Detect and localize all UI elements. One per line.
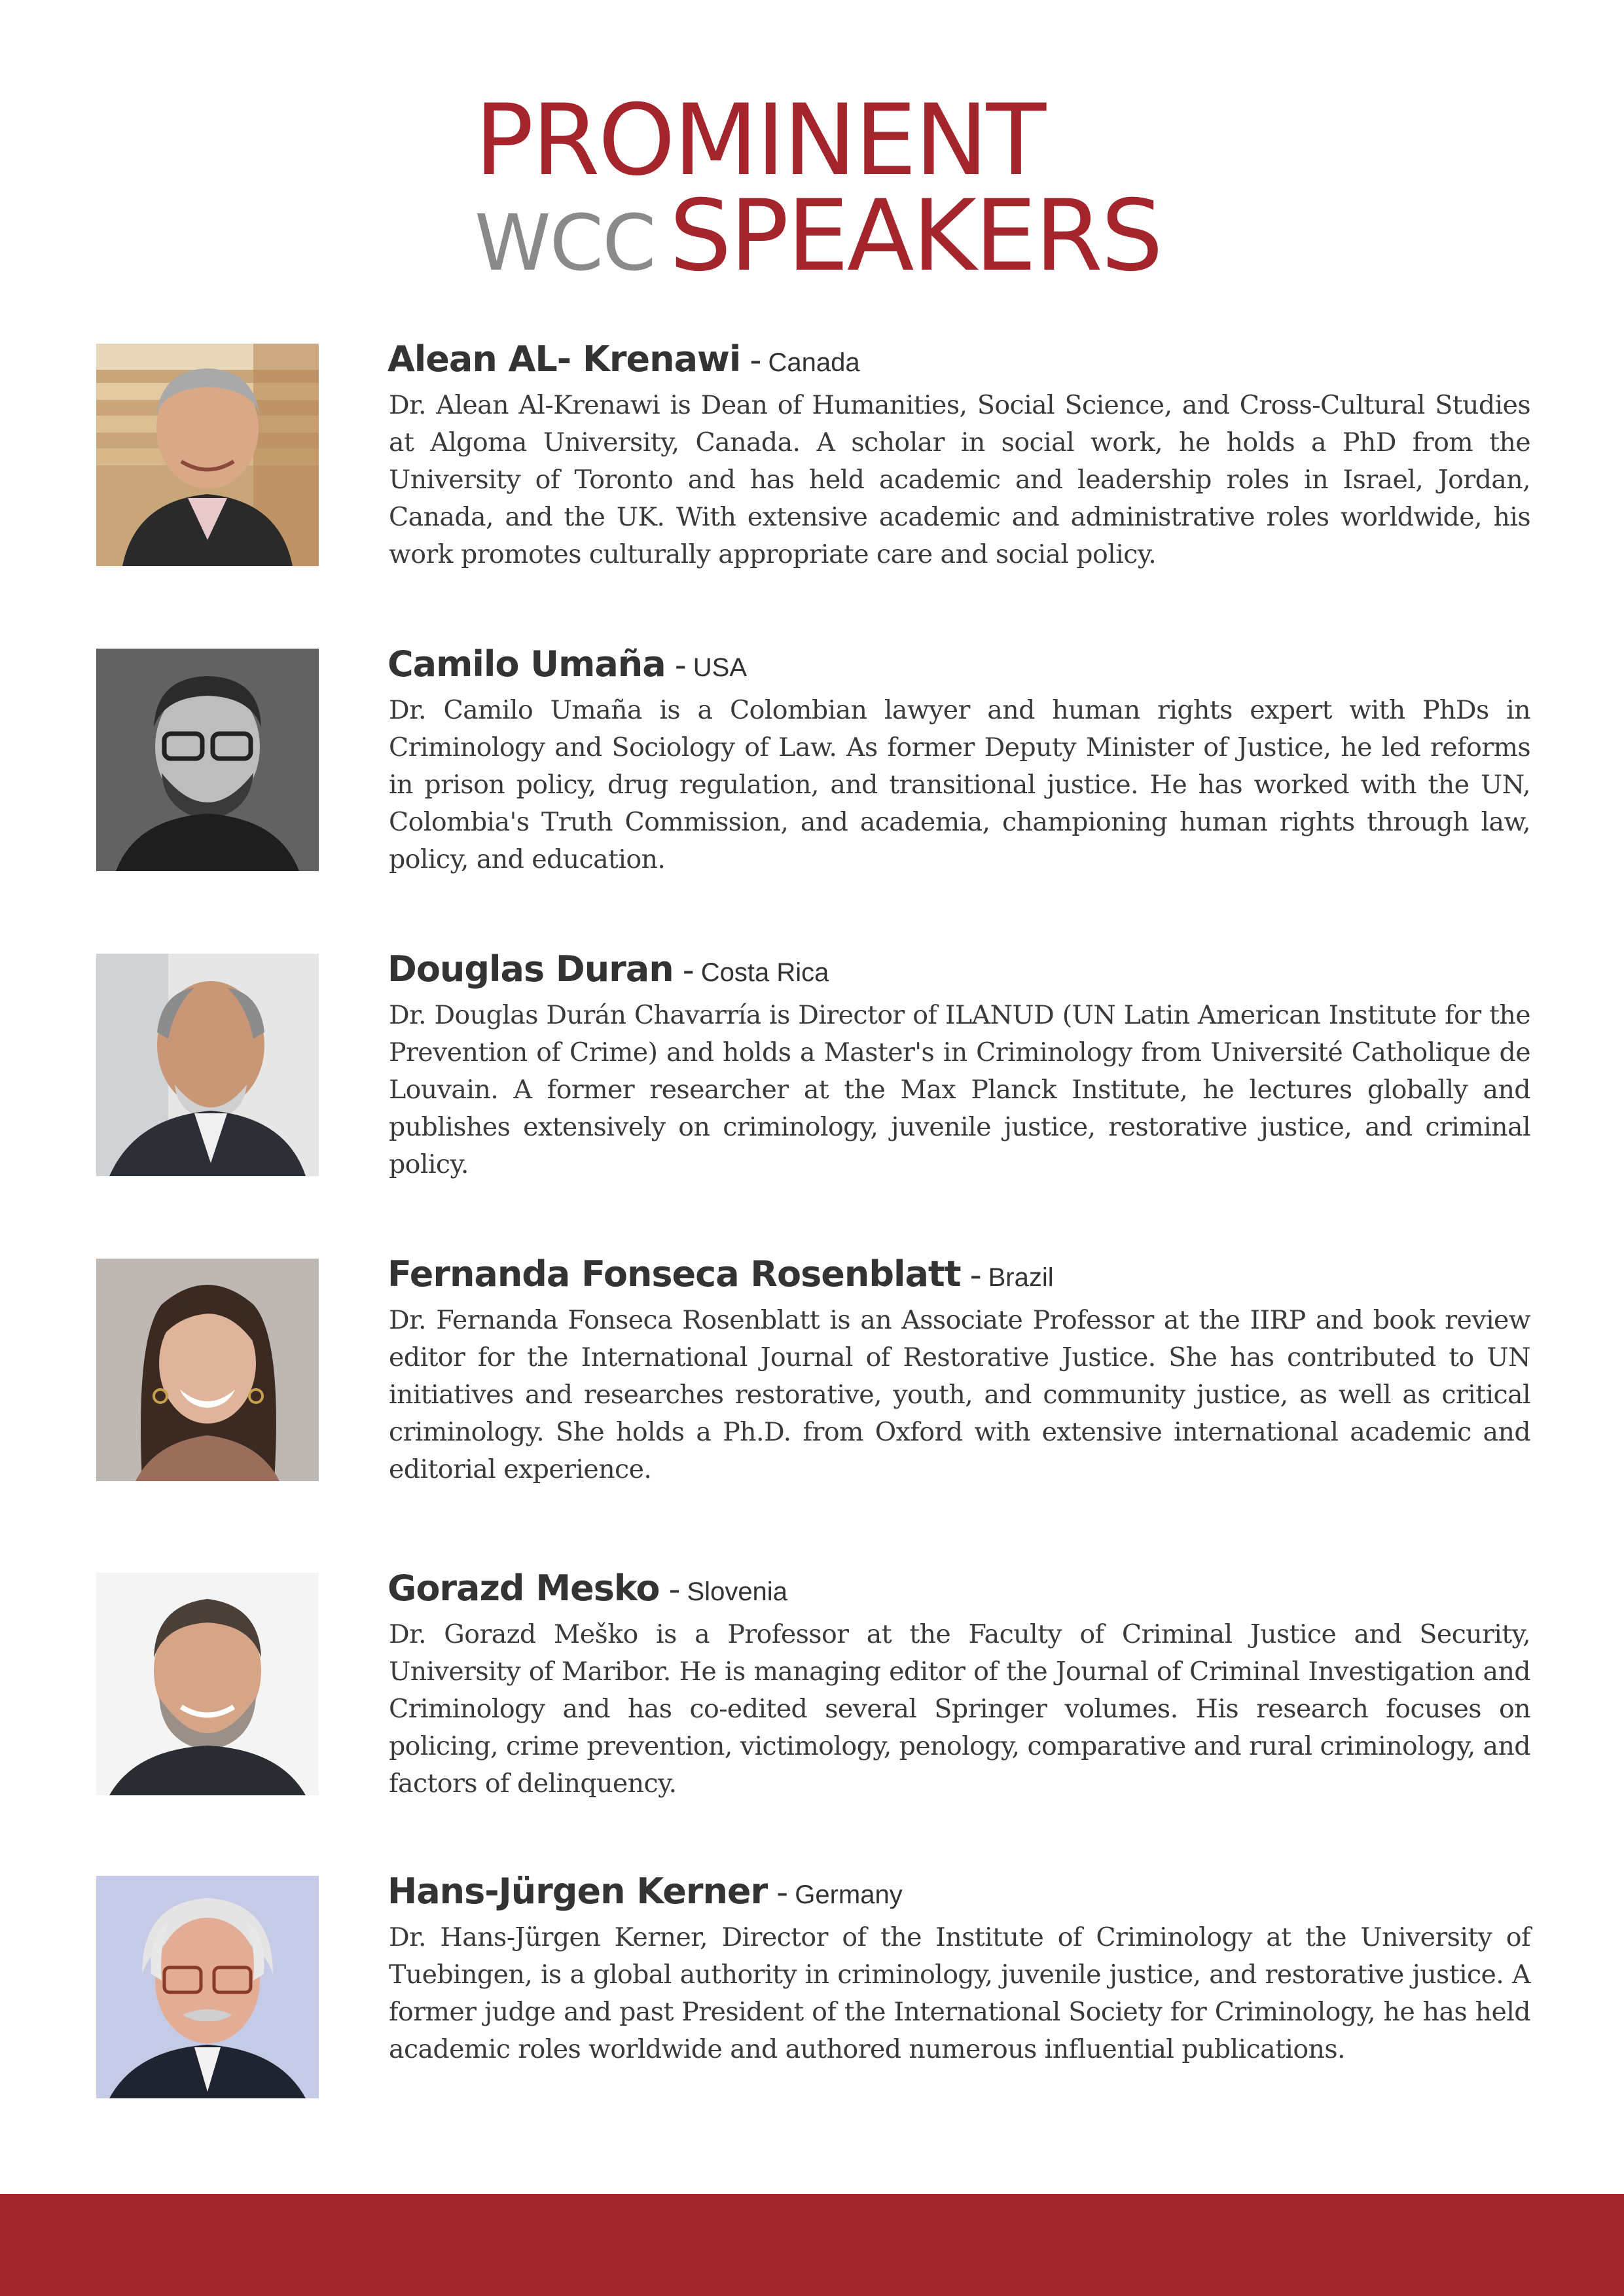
title-line2	[475, 179, 1260, 315]
speaker-bio: Dr. Fernanda Fonseca Rosenblatt is an Associate Professor at the IIRP and book review editor for the International Journal of Restorative Justice. She has contributed to UN initiatives and researches restorative, youth, and community justice, as well as critical criminology. She holds a Ph.D. from Oxford with extensive international academic and editorial experience.	[389, 1305, 1530, 1484]
speaker-name-line-6	[388, 1871, 1533, 1912]
speaker-photo-3	[96, 954, 319, 1176]
speaker-name-line-2	[388, 643, 1533, 685]
speaker-country: Canada	[768, 348, 860, 377]
portrait-icon	[96, 344, 319, 566]
speaker-card-3	[0, 948, 1624, 1189]
speaker-card-1	[0, 338, 1624, 579]
speaker-name: Fernanda Fonseca Rosenblatt	[388, 1253, 961, 1295]
name-separator: -	[674, 646, 687, 684]
name-separator: -	[749, 341, 762, 379]
speaker-photo-4	[96, 1259, 319, 1481]
speaker-photo-6	[96, 1876, 319, 2098]
speaker-bio: Dr. Alean Al-Krenawi is Dean of Humanities, Social Science, and Cross-Cultural Studies at Algoma University, Canada. A scholar in social work, he holds a PhD from the University of Toronto and has held academic and leadership roles in Israel, Jordan, Canada, and the UK. With extensive academic and administrative roles worldwide, his work promotes culturally appropriate care and social policy.	[389, 390, 1530, 569]
speaker-name-line-5	[388, 1568, 1533, 1609]
portrait-icon	[96, 1259, 319, 1481]
footer-bar	[0, 2194, 1624, 2296]
speaker-name: Hans-Jürgen Kerner	[388, 1871, 768, 1912]
title-wcc: WCC	[475, 198, 655, 288]
speaker-bio: Dr. Hans-Jürgen Kerner, Director of the Institute of Criminology at the University of Tuebingen, is a global authority in criminology, juvenile justice, and restorative justice. A former judge and past President of the International Society for Criminology, he has held academic roles worldwide and authored numerous influential publications.	[389, 1922, 1530, 2064]
speaker-name: Douglas Duran	[388, 948, 674, 990]
page-title	[475, 84, 1260, 315]
speaker-card-4	[0, 1253, 1624, 1494]
speaker-country: USA	[693, 653, 747, 682]
title-prominent: PROMINENT	[475, 84, 1045, 198]
portrait-icon	[96, 1573, 319, 1795]
speaker-country: Costa Rica	[700, 958, 829, 987]
name-separator: -	[776, 1873, 789, 1911]
portrait-icon	[96, 649, 319, 871]
portrait-icon	[96, 954, 319, 1176]
speaker-name-line-4	[388, 1253, 1533, 1295]
portrait-icon	[96, 1876, 319, 2098]
speaker-photo-2	[96, 649, 319, 871]
speaker-name-line-3	[388, 948, 1533, 990]
name-separator: -	[969, 1256, 982, 1294]
speaker-photo-1	[96, 344, 319, 566]
speaker-photo-5	[96, 1573, 319, 1795]
speaker-name-line-1	[388, 338, 1533, 380]
speaker-country: Brazil	[988, 1263, 1054, 1292]
speaker-bio: Dr. Gorazd Meško is a Professor at the Faculty of Criminal Justice and Security, University of Maribor. He is managing editor of the Journal of Criminal Investigation and Criminology and has co-edited several Springer volumes. His research focuses on policing, crime prevention, victimology, penology, comparative and rural criminology, and factors of delinquency.	[389, 1619, 1530, 1799]
speaker-bio: Dr. Douglas Durán Chavarría is Director of ILANUD (UN Latin American Institute for the Prevention of Crime) and holds a Master's in Criminology from Université Catholique de Louvain. A former researcher at the Max Planck Institute, he lectures globally and publishes extensively on criminology, juvenile justice, restorative justice, and criminal policy.	[389, 1000, 1530, 1179]
speaker-name: Gorazd Mesko	[388, 1568, 660, 1609]
speaker-name: Alean AL- Krenawi	[388, 338, 741, 380]
speaker-card-2	[0, 643, 1624, 884]
speaker-country: Slovenia	[687, 1577, 787, 1606]
speaker-name: Camilo Umaña	[388, 643, 666, 685]
speaker-bio: Dr. Camilo Umaña is a Colombian lawyer and human rights expert with PhDs in Criminology and Sociology of Law. As former Deputy Minister of Justice, he led reforms in prison policy, drug regulation, and transitional justice. He has worked with the UN, Colombia's Truth Commission, and academia, championing human rights through law, policy, and education.	[389, 695, 1530, 874]
title-speakers: SPEAKERS	[669, 179, 1162, 293]
speaker-card-6	[0, 1871, 1624, 2111]
speaker-country: Germany	[795, 1880, 903, 1909]
speaker-card-5	[0, 1568, 1624, 1808]
name-separator: -	[668, 1570, 681, 1608]
name-separator: -	[682, 951, 695, 989]
